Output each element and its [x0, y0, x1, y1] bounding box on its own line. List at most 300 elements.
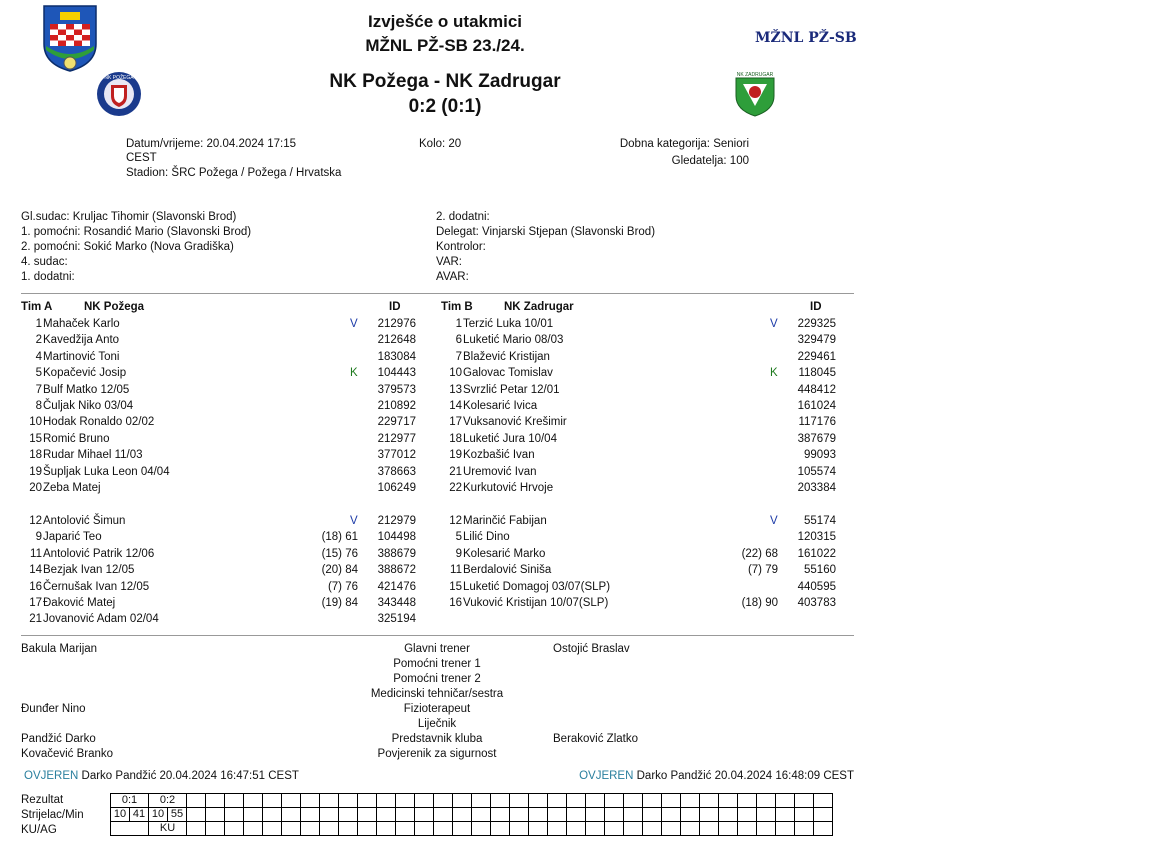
player-number: 6	[455, 334, 462, 347]
events-grid-cell	[643, 794, 662, 808]
player-row	[20, 611, 430, 627]
age-category: Dobna kategorija: Seniori	[619, 138, 749, 150]
divider	[21, 293, 854, 294]
player-role-mark: V	[770, 318, 778, 330]
player-name: Čuljak Niko 03/04	[43, 400, 134, 412]
events-grid-cell	[491, 822, 510, 836]
player-name: Luketić Domagoj 03/07(SLP)	[463, 580, 611, 593]
events-grid-cell	[339, 808, 358, 822]
player-id: 212979	[377, 515, 416, 527]
player-row	[440, 398, 850, 414]
player-number: 16	[449, 597, 462, 609]
player-number: 14	[449, 400, 462, 412]
official-line: Delegat: Vinjarski Stjepan (Slavonski Brod)	[436, 226, 656, 238]
player-id: 203384	[797, 482, 836, 494]
player-id: 161024	[797, 400, 836, 412]
player-number: 15	[449, 580, 462, 593]
player-id: 329479	[797, 334, 836, 347]
league-label: MŽNL PŽ-SB	[755, 30, 857, 46]
events-grid-cell	[548, 794, 567, 808]
player-number: 9	[455, 547, 462, 560]
events-grid-cell	[624, 822, 643, 836]
player-name: Svrzlić Petar 12/01	[463, 383, 560, 396]
team-b-name: NK Zadrugar	[504, 301, 574, 313]
player-number: 7	[35, 383, 42, 396]
events-grid-cell	[757, 808, 776, 822]
player-role-mark: V	[350, 318, 358, 330]
player-number: 15	[29, 432, 42, 445]
team-a-name: NK Požega	[84, 301, 145, 313]
player-name: Černušak Ivan 12/05	[43, 580, 150, 593]
official-line: 4. sudac:	[21, 256, 68, 268]
staff-away: Beraković Zlatko	[553, 733, 639, 745]
player-row	[440, 431, 850, 447]
events-grid-cell	[282, 794, 301, 808]
home-verification-status: OVJEREN	[24, 770, 79, 782]
player-row	[440, 447, 850, 463]
player-name: Kozbašić Ivan	[463, 449, 535, 462]
events-grid-cell	[814, 808, 833, 822]
player-id: 325194	[377, 613, 416, 626]
official-line: 2. dodatni:	[436, 211, 490, 223]
events-grid-cell	[643, 822, 662, 836]
player-number: 5	[35, 367, 42, 380]
player-substitution: (22) 68	[741, 547, 778, 560]
spectators: Gledatelja: 100	[671, 155, 749, 167]
events-grid-cell	[719, 794, 738, 808]
player-row	[440, 513, 850, 529]
kuag-label: KU/AG	[21, 824, 57, 836]
events-grid-cell	[282, 808, 301, 822]
player-name: Đaković Matej	[43, 597, 116, 609]
player-number: 2	[35, 334, 42, 347]
events-grid-cell	[605, 808, 624, 822]
player-substitution: (18) 90	[741, 597, 778, 609]
player-number: 5	[455, 531, 462, 544]
staff-role: Liječnik	[417, 718, 457, 730]
events-grid-row	[111, 808, 833, 822]
events-grid-cell	[586, 822, 605, 836]
player-name: Japarić Teo	[43, 531, 102, 544]
player-number: 17	[29, 597, 42, 609]
player-role-mark: K	[350, 367, 358, 380]
events-grid-cell: 41	[130, 808, 149, 822]
player-name: Galovac Tomislav	[463, 367, 553, 380]
player-name: Blažević Kristijan	[463, 350, 550, 363]
player-name: Jovanović Adam 02/04	[43, 613, 159, 626]
staff-role: Pomoćni trener 1	[393, 658, 481, 670]
player-id: 343448	[377, 597, 416, 609]
events-grid-cell	[548, 808, 567, 822]
events-grid-cell	[814, 822, 833, 836]
player-number: 1	[35, 318, 42, 330]
events-grid-cell	[434, 808, 453, 822]
player-id: 99093	[804, 449, 836, 462]
player-name: Vuksanović Krešimir	[463, 416, 567, 429]
events-grid-cell	[453, 794, 472, 808]
player-number: 4	[35, 350, 42, 363]
player-id: 55174	[804, 515, 836, 527]
events-grid-cell	[434, 794, 453, 808]
player-number: 13	[449, 383, 462, 396]
events-grid-cell	[624, 794, 643, 808]
player-id: 105574	[797, 465, 836, 478]
player-number: 22	[449, 482, 462, 494]
player-id: 117176	[798, 416, 836, 429]
player-row	[20, 316, 430, 332]
staff-role: Medicinski tehničar/sestra	[370, 688, 504, 700]
events-grid-cell	[662, 794, 681, 808]
events-grid-cell	[453, 808, 472, 822]
player-name: Kolesarić Marko	[463, 547, 546, 560]
player-name: Rudar Mihael 11/03	[43, 449, 143, 462]
events-grid-cell	[681, 822, 700, 836]
events-grid-cell	[700, 794, 719, 808]
player-id: 229325	[797, 318, 836, 330]
events-grid-cell	[187, 808, 206, 822]
events-grid-cell	[529, 822, 548, 836]
away-team-logo	[733, 70, 777, 118]
player-name: Kurkutović Hrvoje	[463, 482, 554, 494]
away-verification	[560, 770, 854, 782]
events-grid-cell	[320, 794, 339, 808]
player-id: 378663	[377, 465, 416, 478]
events-grid-cell	[377, 794, 396, 808]
player-substitution: (20) 84	[321, 564, 358, 577]
player-id: 403783	[797, 597, 836, 609]
events-grid-cell	[358, 808, 377, 822]
player-number: 20	[29, 482, 42, 494]
player-number: 8	[35, 400, 42, 412]
player-row	[20, 332, 430, 348]
player-name: Luketić Jura 10/04	[463, 432, 557, 445]
events-grid-cell	[339, 794, 358, 808]
staff-role: Pomoćni trener 2	[393, 673, 481, 685]
player-row	[20, 562, 430, 578]
match-title: NK Požega - NK Zadrugar	[329, 71, 561, 92]
official-line: 1. pomoćni: Rosandić Mario (Slavonski Brod)	[21, 226, 252, 238]
player-number: 17	[449, 416, 462, 429]
player-number: 21	[449, 465, 462, 478]
player-id: 118045	[798, 367, 836, 380]
player-id: 120315	[797, 531, 836, 544]
events-grid-row	[111, 822, 833, 836]
player-id: 388672	[377, 564, 416, 577]
player-number: 12	[449, 515, 462, 527]
home-verification-text: Darko Pandžić 20.04.2024 16:47:51 CEST	[81, 770, 299, 782]
player-id: 388679	[377, 547, 416, 560]
player-number: 18	[29, 449, 42, 462]
staff-home: Bakula Marijan	[21, 643, 98, 655]
player-name: Antolović Šimun	[43, 515, 126, 527]
match-score: 0:2 (0:1)	[408, 96, 482, 117]
player-id: 379573	[377, 383, 416, 396]
player-row	[20, 529, 430, 545]
player-row	[20, 398, 430, 414]
events-grid-cell	[396, 794, 415, 808]
events-grid-cell	[358, 822, 377, 836]
match-timezone: CEST	[126, 152, 157, 164]
player-number: 12	[29, 515, 42, 527]
events-grid-cell	[776, 808, 795, 822]
events-grid-cell	[339, 822, 358, 836]
player-id: 212976	[377, 318, 416, 330]
player-row	[440, 595, 850, 611]
events-grid-cell	[700, 808, 719, 822]
events-grid-cell	[567, 794, 586, 808]
events-grid-cell	[282, 822, 301, 836]
player-name: Bezjak Ivan 12/05	[43, 564, 135, 577]
events-grid-cell	[225, 808, 244, 822]
events-grid-cell	[472, 822, 491, 836]
official-line: Kontrolor:	[436, 241, 486, 253]
player-id: 440595	[797, 580, 836, 593]
player-row	[20, 579, 430, 595]
away-logo-text: NK ZADRUGAR	[736, 72, 774, 78]
league-logo	[42, 4, 98, 72]
player-number: 11	[450, 564, 462, 577]
events-grid-cell	[643, 808, 662, 822]
player-number: 21	[29, 613, 42, 626]
events-grid-cell	[757, 794, 776, 808]
player-substitution: (15) 76	[321, 547, 358, 560]
staff-role: Fizioterapeut	[403, 703, 471, 715]
match-datetime: Datum/vrijeme: 20.04.2024 17:15	[126, 138, 297, 150]
events-grid-cell	[206, 822, 225, 836]
events-grid-cell	[187, 794, 206, 808]
events-grid-cell	[605, 822, 624, 836]
events-grid-cell: KU	[149, 822, 187, 836]
events-grid-cell: 55	[168, 808, 187, 822]
staff-home: Đunđer Nino	[21, 703, 86, 715]
events-grid	[110, 793, 833, 836]
events-grid-cell	[206, 808, 225, 822]
events-grid-row	[111, 794, 833, 808]
events-grid-cell: 10	[111, 808, 130, 822]
official-line: AVAR:	[436, 271, 469, 283]
team-b-label: Tim B	[441, 301, 473, 313]
events-grid-cell: 0:1	[111, 794, 149, 808]
player-row	[20, 480, 430, 496]
player-number: 19	[29, 465, 42, 478]
staff-home: Kovačević Branko	[21, 748, 114, 760]
player-role-mark: V	[350, 515, 358, 527]
events-grid-cell	[510, 822, 529, 836]
events-grid-cell	[567, 822, 586, 836]
player-row	[20, 349, 430, 365]
events-grid-cell	[320, 822, 339, 836]
official-line: 2. pomoćni: Sokić Marko (Nova Gradiška)	[21, 241, 234, 253]
events-grid-cell	[795, 794, 814, 808]
events-grid-cell	[263, 822, 282, 836]
events-grid-cell	[662, 822, 681, 836]
events-grid-cell	[225, 794, 244, 808]
player-id: 161022	[797, 547, 836, 560]
player-row	[440, 464, 850, 480]
events-grid-cell	[415, 794, 434, 808]
home-verification	[24, 770, 299, 782]
player-name: Šupljak Luka Leon 04/04	[43, 465, 170, 478]
events-grid-cell	[491, 794, 510, 808]
official-line: Gl.sudac: Kruljac Tihomir (Slavonski Brod)	[21, 211, 237, 223]
player-row	[20, 513, 430, 529]
events-grid-cell	[738, 794, 757, 808]
events-grid-cell	[719, 808, 738, 822]
player-name: Kolesarić Ivica	[463, 400, 538, 412]
player-row	[440, 332, 850, 348]
player-row	[20, 431, 430, 447]
player-row	[20, 414, 430, 430]
player-id: 377012	[377, 449, 416, 462]
player-row	[440, 529, 850, 545]
away-verification-text: Darko Pandžić 20.04.2024 16:48:09 CEST	[636, 770, 854, 782]
team-b-id-header: ID	[810, 301, 822, 313]
player-row	[440, 316, 850, 332]
events-grid-cell	[263, 808, 282, 822]
player-name: Lilić Dino	[463, 531, 510, 544]
player-number: 18	[449, 432, 462, 445]
player-id: 104443	[377, 367, 416, 380]
home-team-logo	[96, 71, 142, 117]
staff-role: Povjerenik za sigurnost	[377, 748, 497, 760]
staff-role: Predstavnik kluba	[391, 733, 483, 745]
player-name: Vuković Kristijan 10/07(SLP)	[463, 597, 609, 609]
events-grid-cell	[301, 822, 320, 836]
events-grid-cell	[358, 794, 377, 808]
player-id: 106249	[377, 482, 416, 494]
events-grid-cell	[472, 794, 491, 808]
player-role-mark: V	[770, 515, 778, 527]
match-round: Kolo: 20	[419, 138, 462, 150]
player-row	[440, 414, 850, 430]
events-grid-cell	[738, 822, 757, 836]
player-name: Terzić Luka 10/01	[463, 318, 554, 330]
events-grid-cell: 0:2	[149, 794, 187, 808]
player-name: Mahaček Karlo	[43, 318, 120, 330]
events-grid-cell	[586, 808, 605, 822]
divider	[21, 635, 854, 636]
events-grid-cell	[605, 794, 624, 808]
events-grid-cell	[719, 822, 738, 836]
player-number: 1	[455, 318, 462, 330]
player-name: Romić Bruno	[43, 432, 110, 445]
events-grid-cell	[776, 822, 795, 836]
player-id: 183084	[377, 350, 416, 363]
player-row	[20, 464, 430, 480]
player-row	[20, 595, 430, 611]
events-grid-cell	[529, 808, 548, 822]
events-grid-cell	[795, 808, 814, 822]
player-substitution: (18) 61	[321, 531, 358, 544]
staff-away: Ostojić Braslav	[553, 643, 630, 655]
team-a-id-header: ID	[389, 301, 401, 313]
events-grid-cell	[320, 808, 339, 822]
player-substitution: (19) 84	[321, 597, 358, 609]
events-grid-cell	[111, 822, 149, 836]
report-title: Izvješće o utakmici	[367, 12, 523, 31]
events-grid-cell	[187, 822, 206, 836]
player-name: Luketić Mario 08/03	[463, 334, 564, 347]
events-grid-cell	[244, 822, 263, 836]
events-grid-cell	[377, 808, 396, 822]
player-row	[20, 365, 430, 381]
events-grid-cell	[396, 822, 415, 836]
player-name: Hodak Ronaldo 02/02	[43, 416, 155, 429]
player-name: Uremović Ivan	[463, 465, 537, 478]
player-row	[440, 382, 850, 398]
events-grid-cell	[434, 822, 453, 836]
events-grid-cell: 10	[149, 808, 168, 822]
events-grid-cell	[415, 822, 434, 836]
result-label: Rezultat	[21, 794, 64, 806]
player-id: 55160	[804, 564, 836, 577]
player-row	[20, 546, 430, 562]
player-name: Kavedžija Anto	[43, 334, 120, 347]
events-grid-cell	[301, 808, 320, 822]
away-verification-status: OVJEREN	[579, 770, 634, 782]
player-row	[20, 447, 430, 463]
events-grid-cell	[757, 822, 776, 836]
player-row	[440, 365, 850, 381]
player-row	[20, 382, 430, 398]
events-grid-cell	[662, 808, 681, 822]
player-row	[440, 546, 850, 562]
staff-home: Pandžić Darko	[21, 733, 96, 745]
player-id: 104498	[377, 531, 416, 544]
player-name: Zeba Matej	[43, 482, 101, 494]
player-substitution: (7) 79	[747, 564, 778, 577]
events-grid-cell	[624, 808, 643, 822]
player-id: 448412	[797, 383, 836, 396]
events-grid-cell	[453, 822, 472, 836]
events-grid-cell	[263, 794, 282, 808]
events-grid-cell	[244, 808, 263, 822]
staff-role: Glavni trener	[404, 643, 470, 655]
events-grid-cell	[548, 822, 567, 836]
player-name: Martinović Toni	[43, 350, 120, 363]
player-row	[440, 480, 850, 496]
match-stadium: Stadion: ŠRC Požega / Požega / Hrvatska	[126, 167, 342, 179]
events-grid-cell	[301, 794, 320, 808]
events-grid-cell	[738, 808, 757, 822]
events-grid-cell	[681, 808, 700, 822]
player-id: 229717	[377, 416, 416, 429]
player-row	[440, 579, 850, 595]
player-substitution: (7) 76	[327, 580, 358, 593]
events-grid-cell	[776, 794, 795, 808]
events-grid-cell	[529, 794, 548, 808]
events-grid-cell	[206, 794, 225, 808]
player-row	[440, 562, 850, 578]
events-grid-cell	[681, 794, 700, 808]
competition-title: MŽNL PŽ-SB 23./24.	[365, 36, 525, 55]
events-grid-cell	[225, 822, 244, 836]
events-grid-cell	[586, 794, 605, 808]
events-grid-cell	[472, 808, 491, 822]
player-name: Berdalović Siniša	[463, 564, 552, 577]
events-grid-cell	[567, 808, 586, 822]
player-number: 9	[35, 531, 42, 544]
player-number: 19	[449, 449, 462, 462]
events-grid-cell	[415, 808, 434, 822]
player-id: 421476	[377, 580, 416, 593]
player-number: 10	[449, 367, 462, 380]
player-id: 212648	[377, 334, 416, 347]
events-grid-cell	[814, 794, 833, 808]
player-name: Marinčić Fabijan	[463, 515, 547, 527]
team-a-label: Tim A	[21, 301, 53, 313]
events-grid-cell	[700, 822, 719, 836]
